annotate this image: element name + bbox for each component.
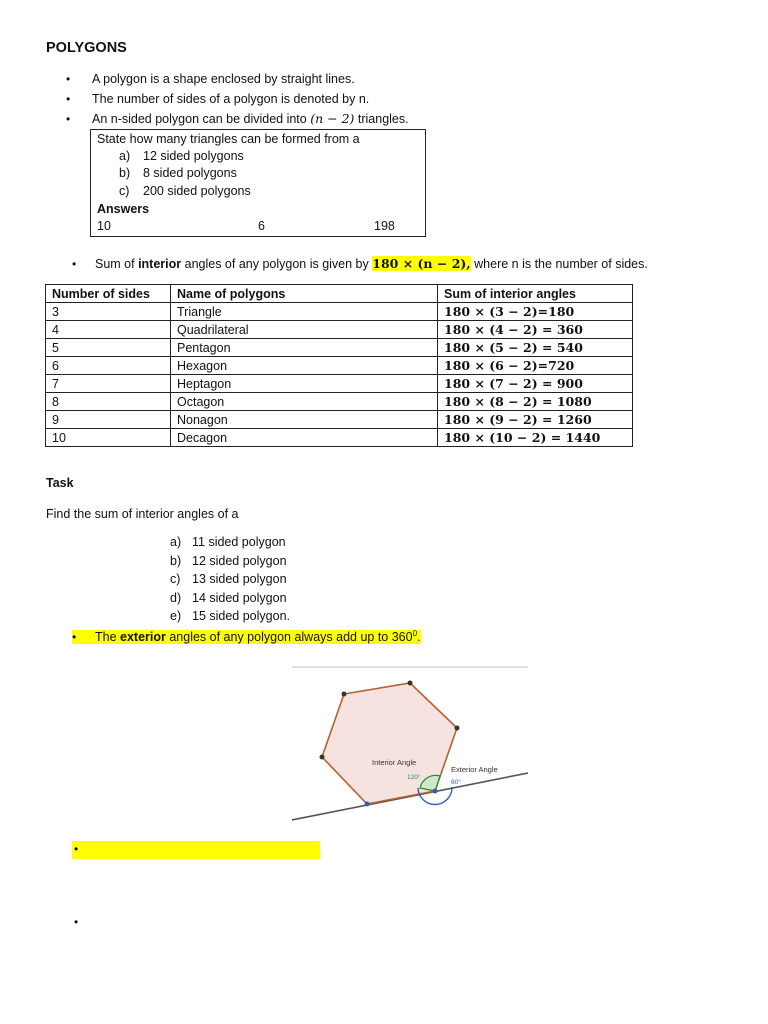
table-cell: 9 [46, 411, 171, 429]
table-row [46, 321, 633, 339]
vertex-point [433, 789, 438, 794]
bullet-dot: • [74, 842, 79, 856]
table-cell: 180 × (10 − 2) = 1440 [438, 429, 633, 447]
vertex-point [455, 726, 460, 731]
table-cell: 180 × (7 − 2) = 900 [438, 375, 633, 393]
answer-value: 198 [374, 219, 395, 233]
column-header: Name of polygons [171, 285, 438, 303]
table-cell: Pentagon [171, 339, 438, 357]
task-instruction: Find the sum of interior angles of a [46, 507, 239, 521]
bullet-dot: • [72, 257, 77, 271]
exterior-angle-label: Exterior Angle [451, 765, 498, 774]
bullet-dot: • [66, 92, 71, 106]
bullet-dot: • [72, 630, 77, 645]
bullet-polygon-definition: • A polygon is a shape enclosed by straight lines. [66, 72, 355, 86]
table-cell: Hexagon [171, 357, 438, 375]
vertex-point [408, 681, 413, 686]
table-cell: 180 × (8 − 2) = 1080 [438, 393, 633, 411]
table-row [46, 339, 633, 357]
question-prompt: State how many triangles can be formed from a [97, 132, 360, 146]
table-cell: Heptagon [171, 375, 438, 393]
table-cell: Octagon [171, 393, 438, 411]
table-cell: Triangle [171, 303, 438, 321]
table-row [46, 411, 633, 429]
table-cell: 180 × (3 − 2)=180 [438, 303, 633, 321]
table-cell: Nonagon [171, 411, 438, 429]
task-item: a) 11 sided polygon [170, 535, 286, 549]
table-header-row [46, 285, 633, 303]
vertex-point [320, 755, 325, 760]
question-item: c) 200 sided polygons [119, 184, 251, 198]
exterior-angle-value: 60° [451, 779, 461, 786]
vertex-point [365, 802, 370, 807]
column-header: Sum of interior angles [438, 285, 633, 303]
hexagon-angle-diagram [292, 666, 528, 824]
bullet-exterior-sum: • The exterior angles of any polygon always add up to $360^0$. [72, 629, 421, 645]
table-cell: 10 [46, 429, 171, 447]
bullet-dot: • [66, 72, 71, 86]
task-heading: Task [46, 476, 74, 490]
task-item: e) 15 sided polygon. [170, 609, 290, 623]
table-cell: 8 [46, 393, 171, 411]
table-cell: 180 × (5 − 2) = 540 [438, 339, 633, 357]
answers-label: Answers [97, 202, 150, 216]
interior-formula: 180 × (n − 2), [372, 256, 471, 271]
task-item: c) 13 sided polygon [170, 572, 287, 586]
table-cell: 5 [46, 339, 171, 357]
table-cell: 7 [46, 375, 171, 393]
answer-value: 10 [97, 219, 111, 233]
table-row [46, 303, 633, 321]
table-row [46, 429, 633, 447]
bullet-triangles: • An n-sided polygon can be divided into (n − 2) triangles. [66, 111, 409, 126]
table-row [46, 375, 633, 393]
table-cell: 6 [46, 357, 171, 375]
table-cell: 180 × (6 − 2)=720 [438, 357, 633, 375]
table-cell: Quadrilateral [171, 321, 438, 339]
table-cell: Decagon [171, 429, 438, 447]
bullet-dot: • [66, 112, 71, 126]
polygon-angles-table [45, 284, 633, 447]
table-cell: 180 × (4 − 2) = 360 [438, 321, 633, 339]
task-item: b) 12 sided polygon [170, 554, 287, 568]
question-item: a) 12 sided polygons [119, 149, 244, 163]
bullet-interior-sum: • Sum of interior angles of any polygon is given by 180 × (n − 2), where n is the number of sides. [72, 256, 648, 271]
table-row [46, 357, 633, 375]
page-title: POLYGONS [46, 40, 127, 56]
interior-angle-value: 120° [407, 774, 421, 781]
column-header: Number of sides [46, 285, 171, 303]
table-row [46, 393, 633, 411]
vertex-point [342, 692, 347, 697]
question-item: b) 8 sided polygons [119, 166, 237, 180]
interior-angle-label: Interior Angle [372, 758, 417, 767]
table-cell: 4 [46, 321, 171, 339]
question-box [90, 129, 426, 237]
empty-bullet: • [74, 915, 79, 929]
highlighted-empty-bullet [72, 841, 320, 859]
math-n-minus-2: (n − 2) [310, 111, 355, 126]
bullet-sides-notation: • The number of sides of a polygon is denoted by n. [66, 92, 370, 106]
table-cell: 180 × (9 − 2) = 1260 [438, 411, 633, 429]
table-cell: 3 [46, 303, 171, 321]
task-item: d) 14 sided polygon [170, 591, 287, 605]
answer-value: 6 [258, 219, 265, 233]
